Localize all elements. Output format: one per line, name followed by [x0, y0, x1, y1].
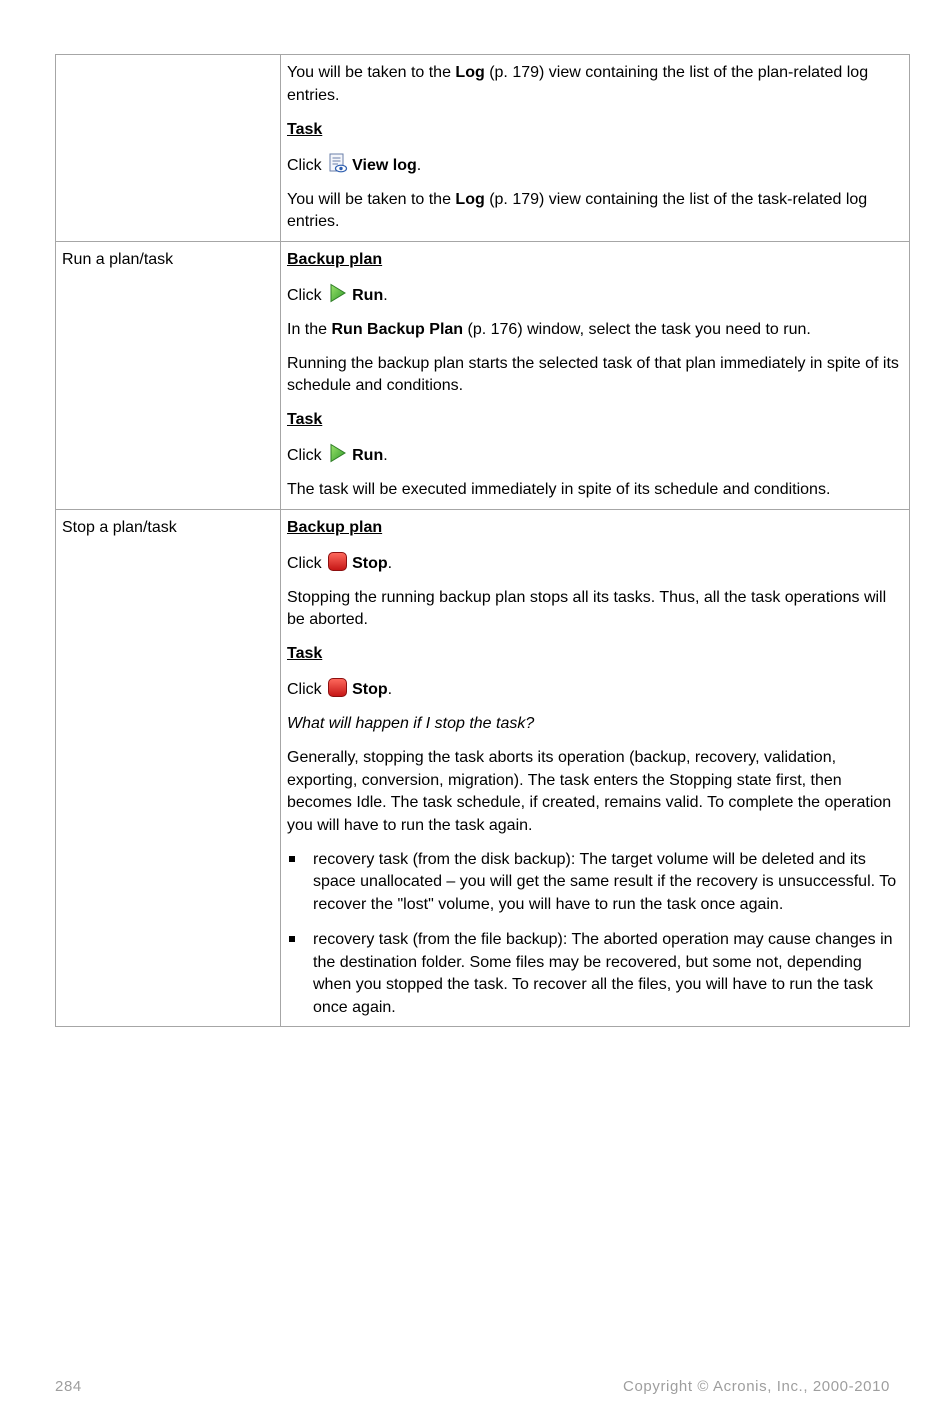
task-heading: Task [287, 411, 323, 428]
paragraph: You will be taken to the Log (p. 179) view containing the list of the plan-related log entries. [287, 64, 869, 104]
question-text: What will happen if I stop the task? [287, 715, 535, 732]
bullet-list [287, 849, 903, 1020]
stop-label: Stop [352, 681, 388, 698]
action-cell: Stop a plan/task [56, 509, 281, 1027]
copyright-notice: Copyright © Acronis, Inc., 2000-2010 [623, 1378, 890, 1395]
paragraph: Click View log. [287, 153, 903, 178]
backup-plan-heading: Backup plan [287, 518, 383, 536]
page-number: 284 [55, 1378, 82, 1395]
description-cell [281, 509, 910, 1027]
bullet-square-icon [289, 936, 295, 942]
paragraph: You will be taken to the Log (p. 179) view containing the list of the task-related log entries. [287, 190, 868, 230]
view-log-label: View log [352, 156, 417, 174]
bullet-square-icon [289, 856, 295, 862]
backup-plan-heading: Backup plan [287, 250, 383, 268]
paragraph: Click Run. [287, 443, 903, 468]
paragraph: Click Run. [287, 283, 903, 308]
stop-icon [327, 677, 348, 698]
view-log-icon [327, 153, 348, 174]
paragraph: The task will be executed immediately in spite of its schedule and conditions. [287, 481, 831, 498]
action-cell: Run a plan/task [56, 241, 281, 509]
actions-table [55, 54, 910, 1027]
stop-label: Stop [352, 554, 388, 572]
log-link[interactable]: Log [455, 190, 485, 208]
list-item: recovery task (from the disk backup): The target volume will be deleted and its space unallocated – you will get the same result if the recovery is unsuccessful. To recover the "lost" volume, you will have to run the task once again. [287, 849, 903, 917]
table-row [56, 55, 910, 242]
run-label: Run [352, 447, 384, 464]
log-link[interactable]: Log [455, 64, 485, 81]
table-row [56, 241, 910, 509]
paragraph: Click Stop. [287, 677, 903, 702]
run-icon [327, 443, 348, 464]
paragraph: Click Stop. [287, 551, 903, 576]
paragraph: Generally, stopping the task aborts its operation (backup, recovery, validation, exporting, conversion, migration). The task enters the Stopping state first, then becomes Idle. The task schedule, if created, remains valid. To complete the operation you will have to run the task again. [287, 749, 892, 834]
table-row [56, 509, 910, 1027]
description-cell [281, 241, 910, 509]
task-heading: Task [287, 120, 323, 138]
stop-icon [327, 551, 348, 572]
paragraph: Running the backup plan starts the selected task of that plan immediately in spite of its schedule and conditions. [287, 354, 899, 394]
run-backup-plan-link[interactable]: Run Backup Plan [331, 320, 464, 338]
paragraph: In the Run Backup Plan (p. 176) window, select the task you need to run. [287, 320, 811, 338]
description-cell [281, 55, 910, 242]
task-heading: Task [287, 645, 323, 662]
paragraph: Stopping the running backup plan stops all its tasks. Thus, all the task operations will be aborted. [287, 588, 887, 628]
action-cell [56, 55, 281, 242]
run-label: Run [352, 286, 384, 304]
run-icon [327, 283, 348, 304]
list-item: recovery task (from the file backup): The aborted operation may cause changes in the destination folder. Some files may be recovered, but some not, depending when you stopped the task. To recover all the files, you will have to run the task once again. [287, 929, 903, 1019]
